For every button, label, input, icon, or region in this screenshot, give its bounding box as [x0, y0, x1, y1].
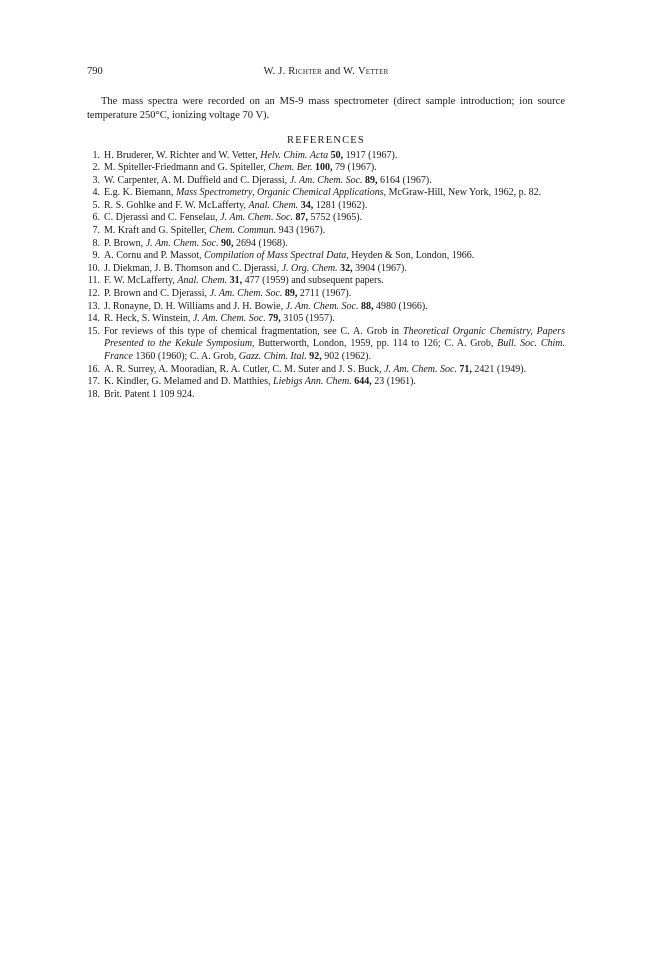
reference-journal: J. Am. Chem. Soc. — [145, 237, 219, 249]
reference-journal: Mass Spectrometry, Organic Chemical Applications — [175, 187, 384, 199]
reference-item — [87, 225, 565, 238]
reference-journal: J. Am. Chem. Soc. — [285, 300, 359, 312]
reference-text: 1281 (1962). — [313, 199, 368, 211]
reference-text: J. Ronayne, D. H. Williams and J. H. Bowie, — [104, 300, 286, 312]
reference-item — [87, 313, 565, 326]
reference-item — [87, 389, 565, 402]
reference-text: E.g. K. Biemann, — [104, 187, 176, 199]
reference-text: M. Spiteller-Friedmann and G. Spiteller, — [104, 162, 269, 174]
reference-text: , Heyden & Son, London, 1966. — [346, 250, 475, 262]
reference-journal: J. Am. Chem. Soc. — [220, 212, 293, 224]
reference-text: C. Djerassi and C. Fenselau, — [104, 212, 221, 224]
reference-item — [87, 175, 565, 188]
reference-volume: 79, — [268, 313, 281, 325]
reference-volume: 88, — [360, 300, 374, 312]
reference-text: J. Diekman, J. B. Thomson and C. Djerassi, — [104, 262, 282, 274]
reference-journal: Anal. Chem. — [177, 275, 228, 287]
reference-journal: J. Am. Chem. Soc. — [384, 363, 457, 375]
reference-volume: 89, — [284, 288, 298, 300]
reference-number: 15. — [87, 325, 100, 337]
reference-volume: 50, — [330, 149, 344, 161]
reference-journal: J. Am. Chem. Soc. — [289, 174, 363, 186]
reference-text: F. W. McLafferty, — [104, 275, 178, 287]
reference-text: 79 (1967). — [332, 162, 377, 174]
reference-item — [87, 288, 565, 301]
author2-initials: W. — [343, 66, 358, 77]
reference-volume: 89, — [365, 174, 378, 186]
reference-text: 6164 (1967). — [377, 174, 432, 186]
reference-text: H. Bruderer, W. Richter and W. Vetter, — [104, 149, 261, 161]
page-header — [87, 66, 565, 82]
reference-journal: Bull. Soc. Chim. France — [104, 338, 565, 362]
reference-text: For reviews of this type of chemical fragmentation, see C. A. Grob in — [104, 325, 404, 337]
reference-text: W. Carpenter, A. M. Duffield and C. Djerassi, — [104, 174, 290, 186]
reference-volume: 90, — [221, 237, 234, 249]
reference-item — [87, 212, 565, 225]
reference-text: A. R. Surrey, A. Mooradian, R. A. Cutler, C. M. Suter and J. S. Buck, — [104, 363, 385, 375]
reference-number: 7. — [92, 225, 100, 237]
reference-item — [87, 238, 565, 251]
reference-text: A. Cornu and P. Massot, — [104, 250, 205, 262]
reference-journal: Chem. Commun. — [209, 225, 277, 237]
reference-number: 1. — [92, 149, 100, 161]
reference-text: K. Kindler, G. Melamed and D. Matthies, — [104, 376, 274, 388]
reference-number: 16. — [87, 363, 100, 375]
reference-journal: Anal. Chem. — [248, 199, 299, 211]
reference-text: 2711 (1967). — [297, 288, 352, 300]
reference-text: R. Heck, S. Winstein, — [104, 313, 193, 325]
reference-item — [87, 187, 565, 200]
reference-volume: 644, — [354, 376, 372, 388]
reference-journal: Compilation of Mass Spectral Data — [204, 250, 347, 262]
reference-text: , Butterworth, London, 1959, pp. 114 to 126; C. A. Grob, — [252, 338, 498, 350]
reference-text: 1360 (1960); C. A. Grob, — [132, 351, 239, 362]
reference-journal: Liebigs Ann. Chem. — [273, 376, 352, 388]
reference-number: 3. — [92, 174, 100, 186]
reference-volume: 92, — [309, 351, 322, 362]
reference-item — [87, 376, 565, 389]
reference-item — [87, 326, 565, 364]
reference-journal: J. Org. Chem. — [281, 262, 338, 274]
reference-journal: J. Am. Chem. Soc. — [192, 313, 266, 325]
reference-text: P. Brown, — [104, 237, 146, 249]
running-head — [87, 66, 565, 77]
reference-number: 5. — [92, 199, 100, 211]
reference-journal: Theoretical Organic Chemistry, Papers Presented to the Kekule Symposium — [104, 325, 565, 350]
reference-number: 4. — [92, 187, 100, 199]
reference-text: , McGraw-Hill, New York, 1962, p. 82. — [383, 187, 542, 199]
body-paragraph: The mass spectra were recorded on an MS-9 mass spectrometer (direct sample introduction; ion source temperature 250°C, ionizing voltage 70 V). — [87, 96, 565, 121]
reference-volume: 87, — [295, 212, 308, 224]
reference-text: M. Kraft and G. Spiteller, — [104, 225, 210, 237]
reference-text: 1917 (1967). — [343, 149, 398, 161]
reference-number: 8. — [92, 237, 100, 249]
reference-journal: Helv. Chim. Acta — [260, 149, 329, 161]
reference-text: 2694 (1968). — [233, 237, 288, 249]
reference-volume: 32, — [340, 262, 353, 274]
reference-text: 943 (1967). — [276, 225, 326, 237]
references-heading: REFERENCES — [287, 134, 365, 146]
reference-text: P. Brown and C. Djerassi, — [104, 288, 210, 300]
reference-volume: 34, — [300, 199, 314, 211]
reference-text: R. S. Gohlke and F. W. McLafferty, — [104, 199, 249, 211]
reference-item — [87, 150, 565, 163]
author1-initials: W. J. — [263, 66, 289, 77]
reference-number: 18. — [87, 388, 100, 400]
reference-text: 23 (1961). — [371, 376, 416, 388]
reference-number: 11. — [87, 275, 100, 287]
reference-text: 902 (1962). — [321, 351, 371, 362]
author1-surname: Richter — [288, 66, 322, 77]
reference-item — [87, 263, 565, 276]
author-conjunction: and — [321, 66, 344, 77]
reference-text: 477 (1959) and subsequent papers. — [242, 275, 384, 287]
reference-item — [87, 162, 565, 175]
reference-number: 14. — [87, 313, 100, 325]
reference-journal: J. Am. Chem. Soc. — [209, 288, 283, 300]
reference-number: 13. — [87, 300, 100, 312]
reference-text: 3105 (1957). — [280, 313, 335, 325]
reference-number: 17. — [87, 376, 100, 388]
reference-text: 3904 (1967). — [352, 262, 407, 274]
page — [87, 66, 565, 401]
reference-number: 6. — [92, 212, 100, 224]
reference-volume: 100, — [315, 162, 333, 174]
reference-text: 4980 (1966). — [373, 300, 428, 312]
reference-item — [87, 301, 565, 314]
reference-number: 2. — [92, 162, 100, 174]
reference-text: 5752 (1965). — [307, 212, 363, 224]
reference-volume: 71, — [459, 363, 472, 375]
reference-journal: Chem. Ber. — [268, 162, 313, 174]
reference-number: 9. — [92, 250, 100, 262]
reference-item — [87, 200, 565, 213]
reference-number: 12. — [87, 288, 100, 300]
reference-volume: 31, — [229, 275, 243, 287]
reference-item — [87, 364, 565, 377]
reference-text: 2421 (1949). — [471, 363, 527, 375]
author2-surname: Vetter — [357, 66, 389, 77]
reference-text: Brit. Patent 1 109 924. — [104, 388, 195, 400]
reference-item — [87, 275, 565, 288]
page-number: 790 — [87, 66, 103, 77]
reference-number: 10. — [87, 262, 100, 274]
references-list — [87, 150, 565, 402]
reference-item — [87, 250, 565, 263]
reference-journal: Gazz. Chim. Ital. — [238, 351, 307, 362]
